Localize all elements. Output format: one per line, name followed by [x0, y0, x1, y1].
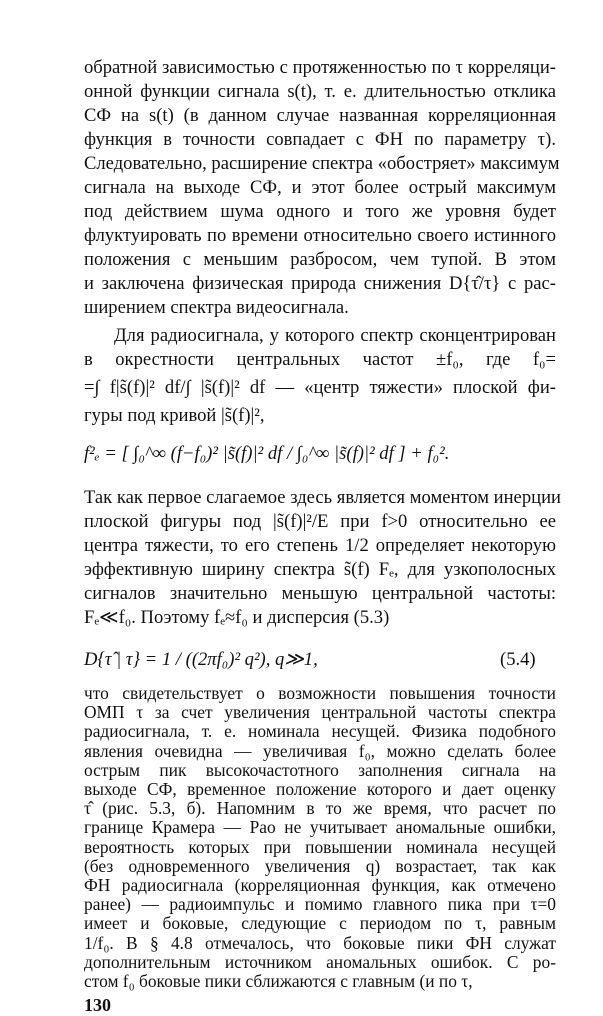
- text-line: функция в точности совпадает с ФН по параметру τ).: [84, 129, 556, 150]
- text-line: положения с меньшим разбросом, чем тупой. В этом: [84, 249, 556, 270]
- text-line: ОМП τ за счет увеличения центральной частоты спектра: [84, 702, 556, 723]
- text-line: выходе СФ, временное положение которого и дает оценку: [84, 779, 556, 799]
- text-line: Так как первое слагаемое здесь является моментом инерции: [84, 487, 561, 508]
- text-line: ширением спектра видеосигнала.: [84, 297, 349, 318]
- text-line: имеет и боковые, следующие с периодом по τ, равным: [84, 913, 556, 934]
- text-line: стом f₀ боковые пики сближаются с главным (и по τ,: [84, 971, 473, 991]
- text-line: (без одновременного увеличения q) возрастает, так как: [84, 855, 556, 876]
- text-line: онной функции сигнала s(t), т. е. длительностью отклика: [84, 81, 556, 102]
- formula-5-4: D{τ̂ | τ} = 1 / ((2πf₀)² q²), q≫1,: [84, 649, 318, 670]
- text-line: флуктуировать по времени относительно своего истинного: [84, 225, 556, 246]
- text-line: центра тяжести, то его степень 1/2 определяет некоторую: [84, 535, 556, 556]
- text-line: радиосигнала, т. е. номинала несущей. Физика подобного: [84, 721, 556, 742]
- formula-fe: f²ₑ = [ ∫₀^∞ (f−f₀)² |s̃(f)|² df / ∫₀^∞ |s̃(f)|² df ] + f₀².: [84, 443, 450, 464]
- text-line: дополнительным источником аномальных ошибок. С ро-: [84, 951, 556, 972]
- text-line: обратной зависимостью с протяженностью по τ корреляци-: [84, 57, 556, 78]
- text-line: и заключена физическая природа снижения D{τ̂/τ} с рас-: [84, 273, 556, 294]
- text-line: сигнала на выходе СФ, и этот более острый максимум: [84, 177, 556, 198]
- text-line: τ̂ (рис. 5.3, б). Напомним в то же время, что расчет по: [84, 798, 556, 819]
- text-line: СФ на s(t) (в данном случае названная корреляционная: [84, 105, 556, 126]
- text-line: что свидетельствует о возможности повышения точности: [84, 683, 556, 703]
- formula-number: (5.4): [500, 649, 536, 670]
- text-line: границе Крамера — Рао не учитывает аномальные ошибки,: [84, 817, 556, 838]
- text-line: под действием шума одного и того же уровня будет: [84, 201, 556, 222]
- text-line: явления очевидна — увеличивая f₀, можно сделать более: [84, 740, 556, 761]
- text-line: острым пик высокочастотного заполнения сигнала на: [84, 759, 556, 780]
- page-number: 130: [84, 995, 111, 1016]
- text-line: Fₑ≪f₀. Поэтому fₑ≈f₀ и дисперсия (5.3): [84, 607, 390, 628]
- text-line: =∫ f|s̃(f)|² df/∫ |s̃(f)|² df — «центр тяжести» плоской фи-: [84, 377, 556, 398]
- text-line: ранее) — радиоимпульс и помимо главного пика при τ=0: [84, 894, 556, 915]
- text-line: 1/f₀. В § 4.8 отмечалось, что боковые пики ФН служат: [84, 932, 556, 953]
- text-line: в окрестности центральных частот ±f₀, где f₀=: [84, 349, 556, 370]
- text-line: ФН радиосигнала (корреляционная функция, как отмечено: [84, 875, 556, 895]
- text-line: вероятность которых при повышении номинала несущей: [84, 836, 556, 857]
- text-line: гуры под кривой |s̃(f)|²,: [84, 405, 265, 426]
- text-line: эффективную ширину спектра s̃(f) Fₑ, для узкополосных: [84, 559, 556, 580]
- text-line: сигналов значительно меньшую центральной частоты:: [84, 583, 556, 604]
- text-line: Следовательно, расширение спектра «обостряет» максимум: [84, 153, 560, 174]
- text-line: плоской фигуры под |s̃(f)|²/E при f>0 относительно ее: [84, 511, 556, 532]
- text-line: Для радиосигнала, у которого спектр сконцентрирован: [114, 325, 556, 346]
